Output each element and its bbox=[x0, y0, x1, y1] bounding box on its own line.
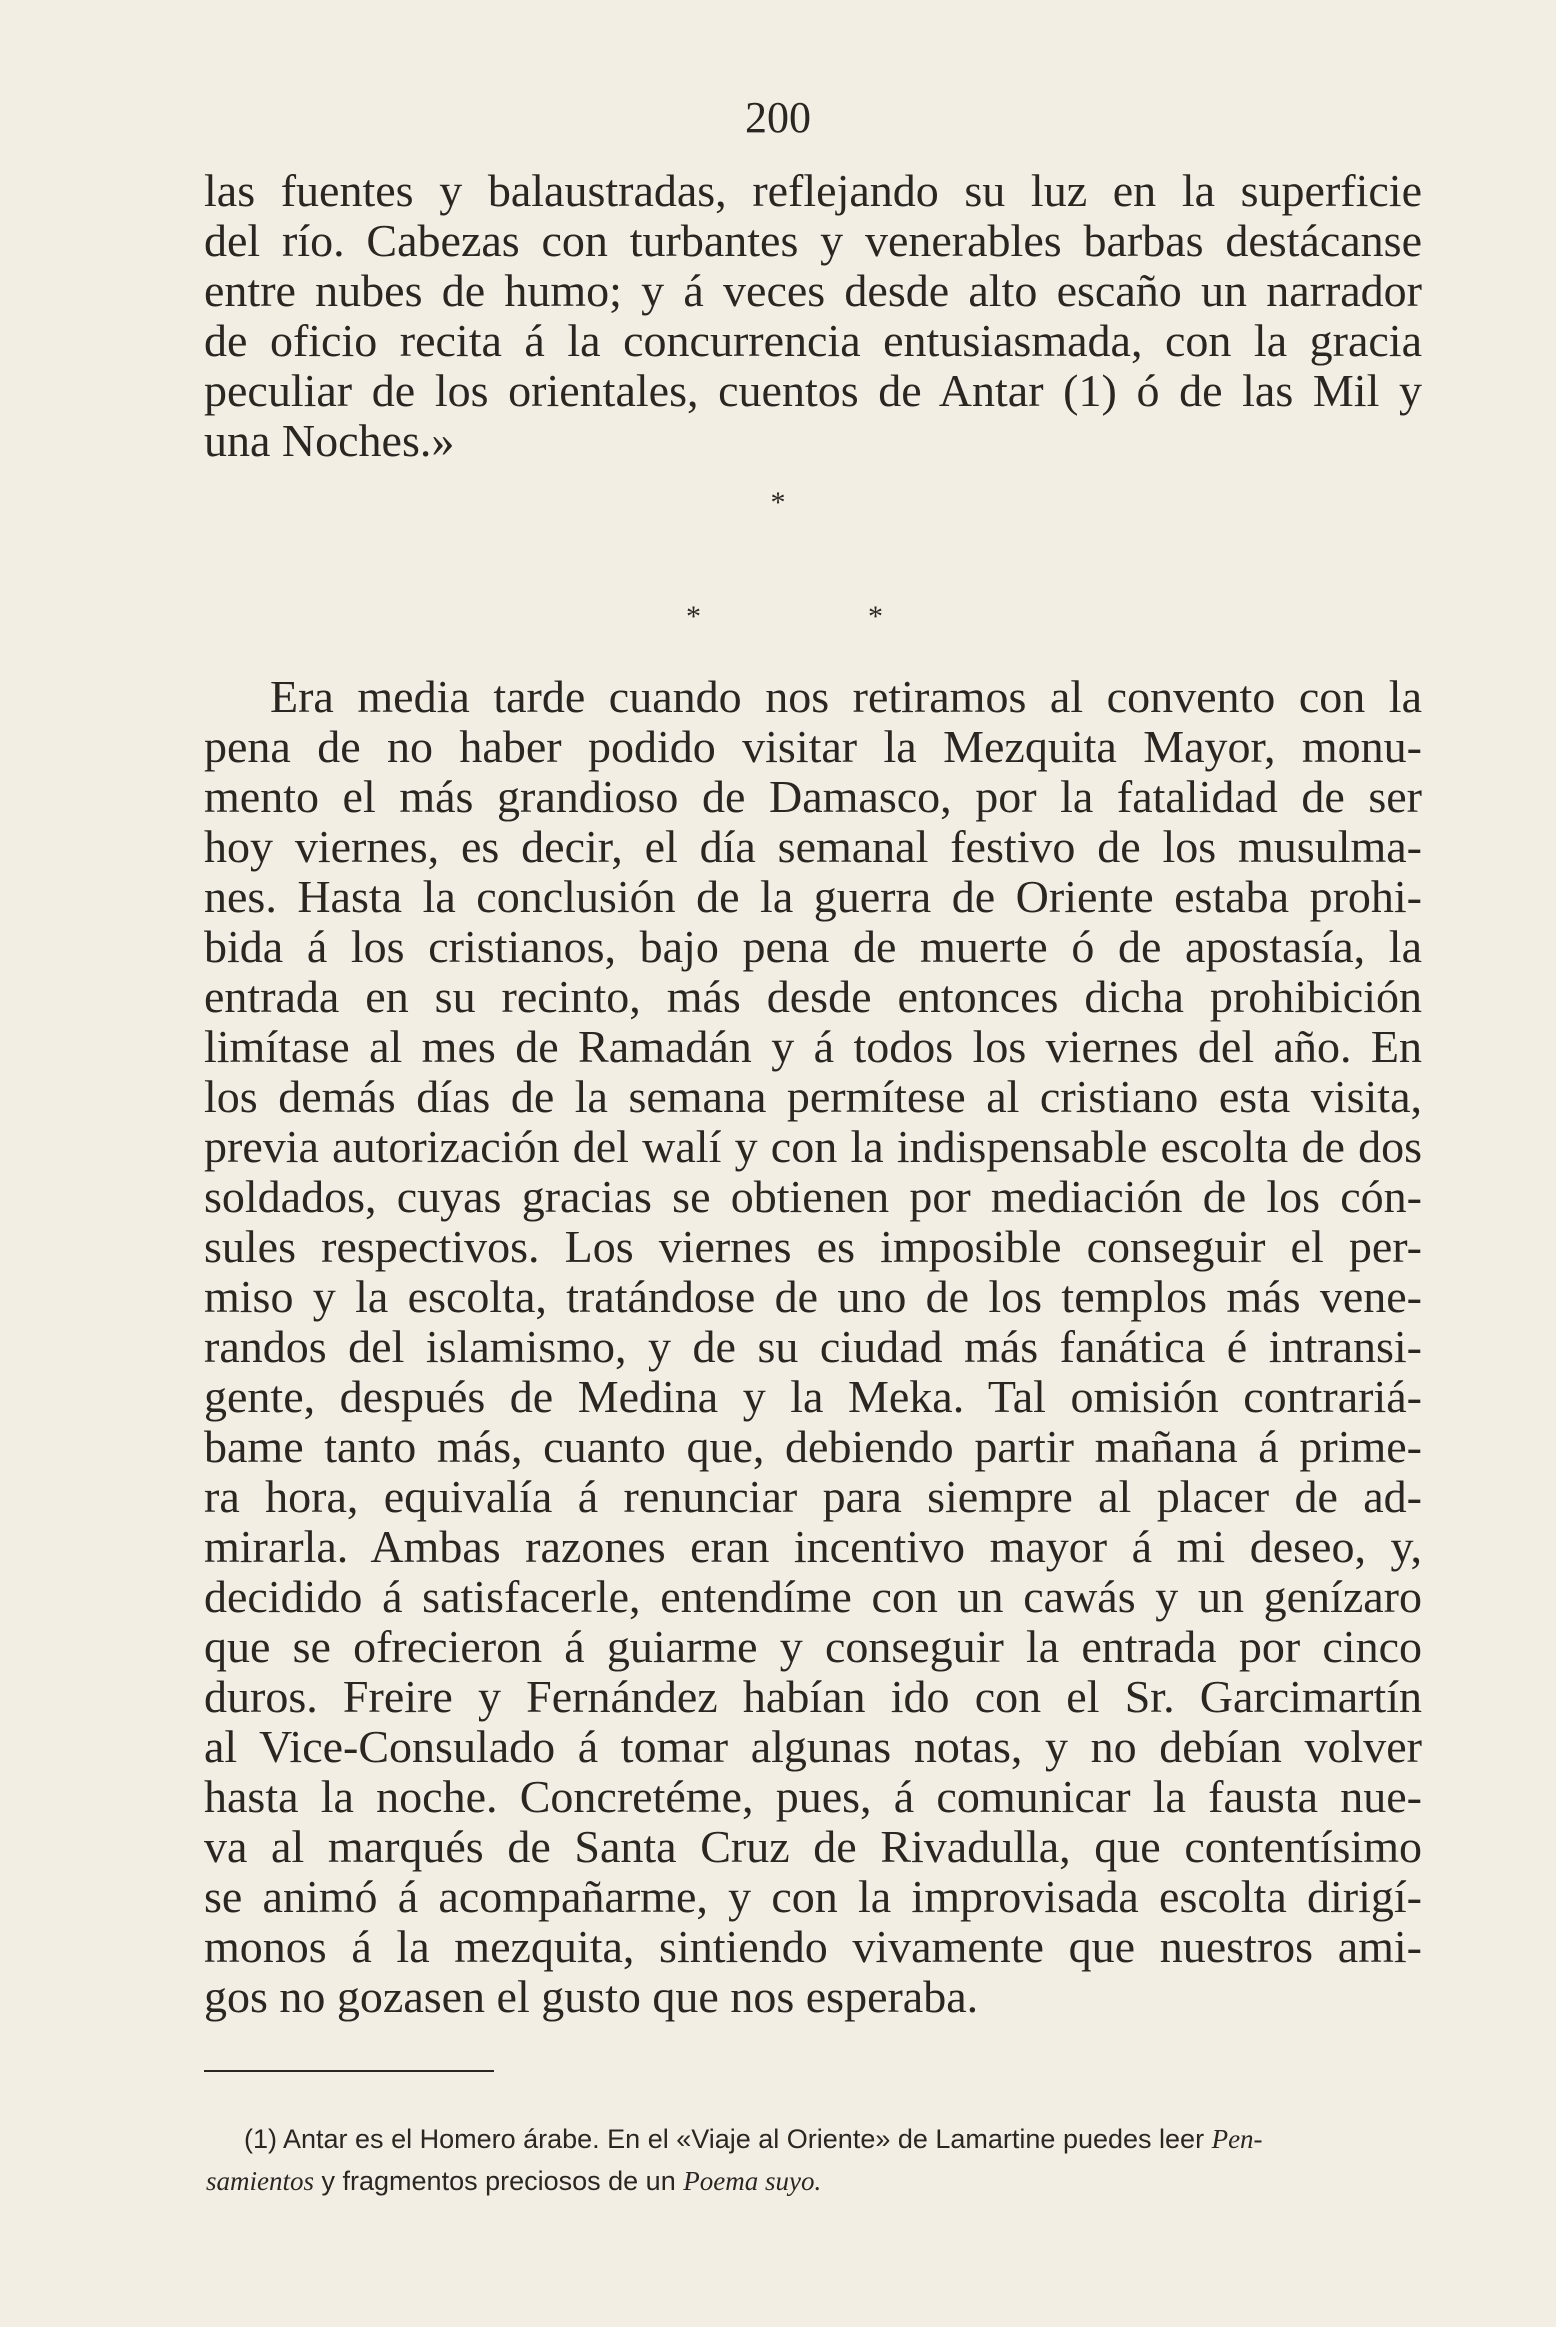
asterism-right: * bbox=[868, 600, 883, 633]
text-line: una Noches.» bbox=[204, 415, 455, 466]
footnote-rule bbox=[204, 2070, 494, 2072]
text-line: randos del islamismo, y de su ciudad más fanática é intransi- bbox=[204, 1321, 1422, 1372]
text-line: soldados, cuyas gracias se obtienen por mediación de los cón- bbox=[204, 1171, 1422, 1222]
footnote-text: (1) Antar es el Homero árabe. En el «Viaje al Oriente» de Lamartine puedes leer bbox=[244, 2124, 1205, 2154]
text-line: de oficio recita á la concurrencia entusiasmada, con la gracia bbox=[204, 315, 1422, 366]
text-line: las fuentes y balaustradas, reflejando su luz en la superficie bbox=[204, 165, 1422, 216]
text-line: decidido á satisfacerle, entendíme con un cawás y un genízaro bbox=[204, 1571, 1422, 1622]
text-line: los demás días de la semana permítese al cristiano esta visita, bbox=[204, 1071, 1422, 1122]
paragraph-2 bbox=[204, 672, 1422, 2022]
text-line: monos á la mezquita, sintiendo vivamente que nuestros ami- bbox=[204, 1921, 1422, 1972]
footnote-line-1 bbox=[244, 2118, 1424, 2160]
text-line: ra hora, equivalía á renunciar para siempre al placer de ad- bbox=[204, 1471, 1422, 1522]
text-line: hasta la noche. Concretéme, pues, á comunicar la fausta nue- bbox=[204, 1771, 1422, 1822]
page-number: 200 bbox=[745, 93, 811, 142]
text-line: mirarla. Ambas razones eran incentivo mayor á mi deseo, y, bbox=[204, 1521, 1422, 1572]
text-line: del río. Cabezas con turbantes y venerables barbas destácanse bbox=[204, 215, 1422, 266]
paragraph-1 bbox=[204, 166, 1422, 466]
text-line: duros. Freire y Fernández habían ido con el Sr. Garcimartín bbox=[204, 1671, 1422, 1722]
text-line: entrada en su recinto, más desde entonces dicha prohibición bbox=[204, 971, 1422, 1022]
text-line: pena de no haber podido visitar la Mezquita Mayor, monu- bbox=[204, 721, 1422, 772]
footnote-italic: Poema suyo. bbox=[683, 2166, 822, 2196]
text-line: gos no gozasen el gusto que nos esperaba. bbox=[204, 1971, 979, 2022]
text-line: miso y la escolta, tratándose de uno de los templos más vene- bbox=[204, 1271, 1422, 1322]
text-line: que se ofrecieron á guiarme y conseguir la entrada por cinco bbox=[204, 1621, 1422, 1672]
text-line: se animó á acompañarme, y con la improvisada escolta dirigí- bbox=[204, 1871, 1422, 1922]
asterism-left: * bbox=[686, 600, 701, 633]
text-line: nes. Hasta la conclusión de la guerra de Oriente estaba prohi- bbox=[204, 871, 1422, 922]
asterism-top: * bbox=[770, 486, 786, 519]
text-line: peculiar de los orientales, cuentos de Antar (1) ó de las Mil y bbox=[204, 365, 1422, 416]
footnote-line-2 bbox=[206, 2160, 1424, 2202]
footnote-text: y fragmentos preciosos de un bbox=[321, 2166, 676, 2196]
text-line: gente, después de Medina y la Meka. Tal omisión contrariá- bbox=[204, 1371, 1422, 1422]
text-line: al Vice-Consulado á tomar algunas notas, y no debían volver bbox=[204, 1721, 1422, 1772]
text-line: limítase al mes de Ramadán y á todos los viernes del año. En bbox=[204, 1021, 1422, 1072]
text-line: bida á los cristianos, bajo pena de muerte ó de apostasía, la bbox=[204, 921, 1422, 972]
footnote-italic: samientos bbox=[206, 2166, 314, 2196]
text-line: hoy viernes, es decir, el día semanal festivo de los musulma- bbox=[204, 821, 1422, 872]
text-line: previa autorización del walí y con la indispensable escolta de dos bbox=[204, 1121, 1422, 1172]
footnote-italic: Pen- bbox=[1211, 2124, 1263, 2154]
text-line: va al marqués de Santa Cruz de Rivadulla, que contentísimo bbox=[204, 1821, 1422, 1872]
text-line: Era media tarde cuando nos retiramos al convento con la bbox=[270, 671, 1422, 722]
footnote bbox=[206, 2118, 1424, 2202]
text-line: sules respectivos. Los viernes es imposible conseguir el per- bbox=[204, 1221, 1422, 1272]
text-line: bame tanto más, cuanto que, debiendo partir mañana á prime- bbox=[204, 1421, 1422, 1472]
text-line: entre nubes de humo; y á veces desde alto escaño un narrador bbox=[204, 265, 1422, 316]
text-line: mento el más grandioso de Damasco, por la fatalidad de ser bbox=[204, 771, 1422, 822]
